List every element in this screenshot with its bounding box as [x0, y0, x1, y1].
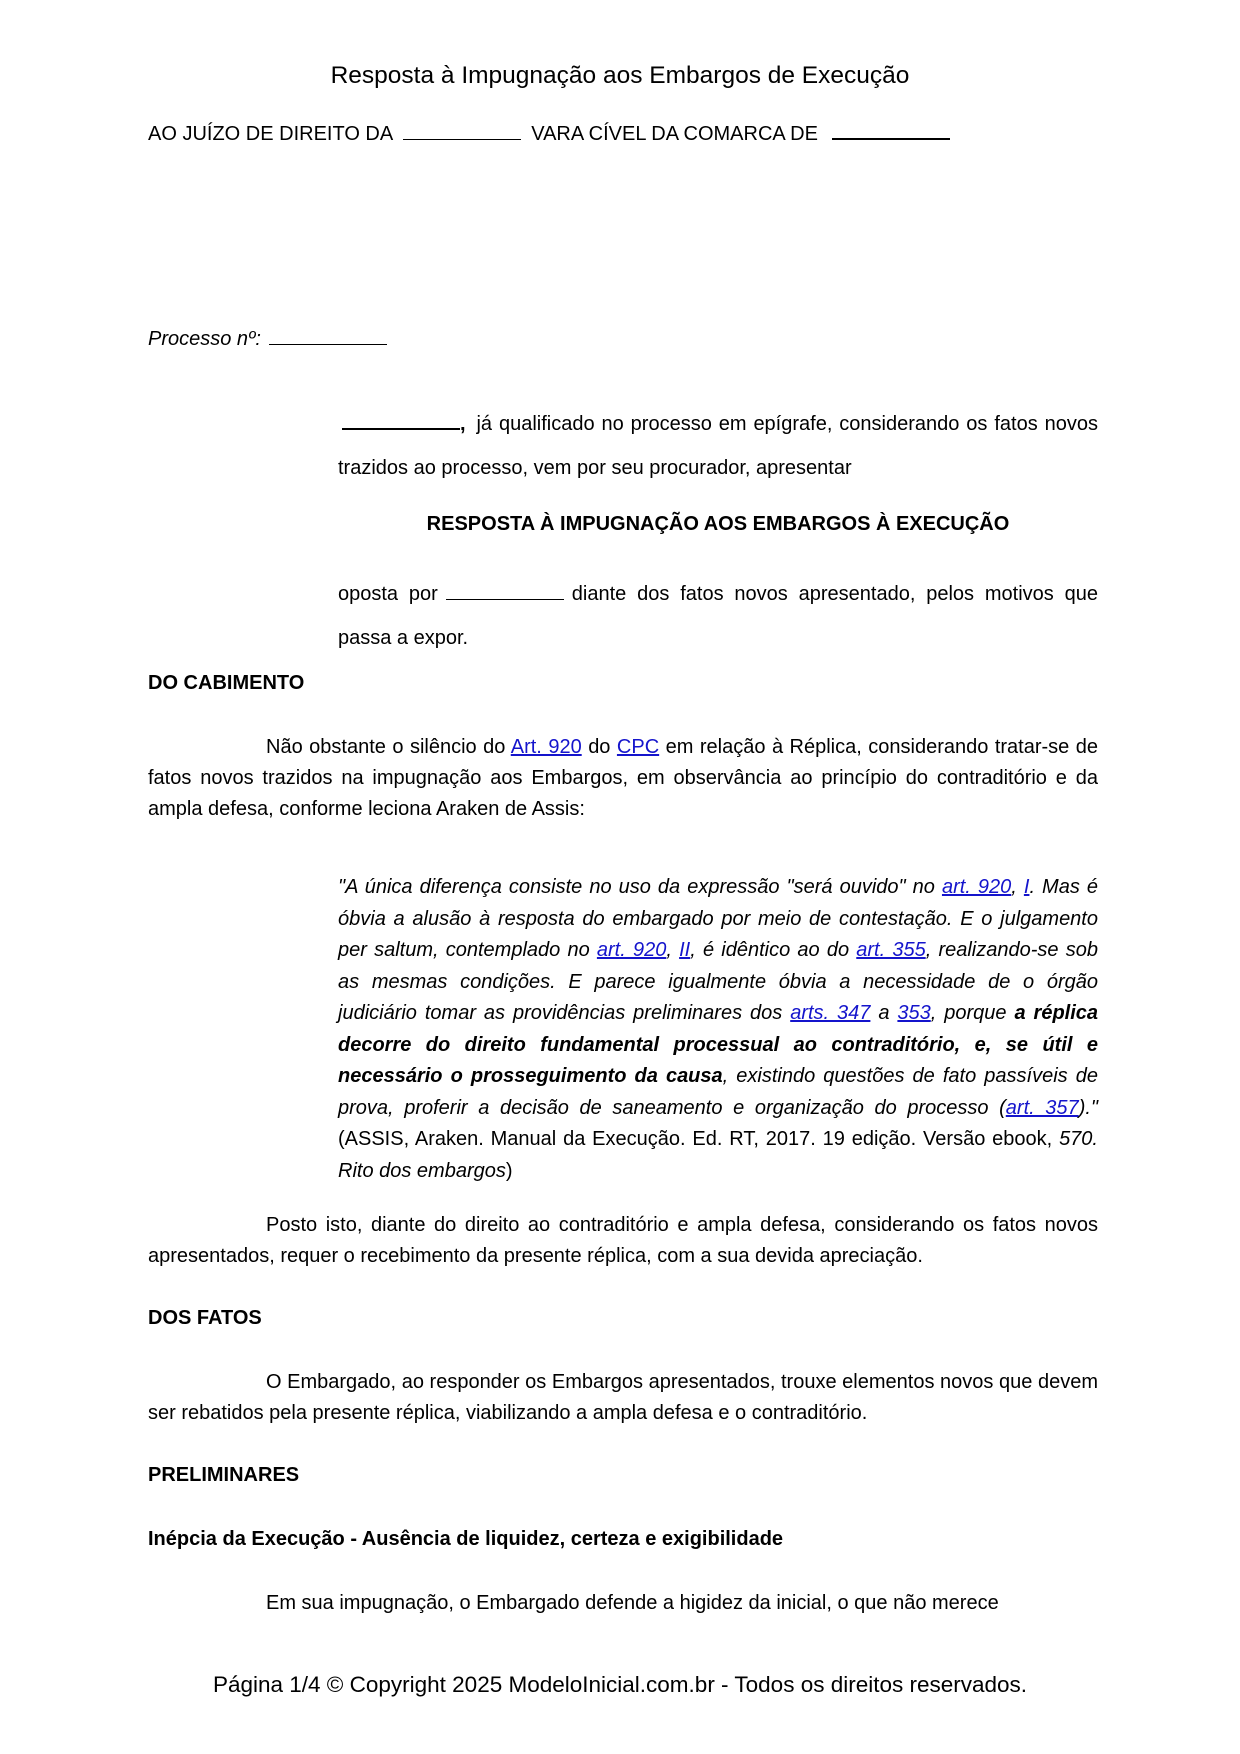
- link-art-353[interactable]: 353: [897, 1002, 931, 1024]
- document-title: Resposta à Impugnação aos Embargos de Execução: [330, 62, 910, 89]
- quote-sep-2: ,: [666, 939, 672, 961]
- link-art-355[interactable]: art. 355: [856, 939, 926, 961]
- link-art-357[interactable]: art. 357: [1005, 1096, 1079, 1119]
- petition-title: RESPOSTA À IMPUGNAÇÃO AOS EMBARGOS À EXECUÇÃO: [426, 513, 1010, 535]
- quote-text-5: a: [878, 1002, 890, 1024]
- link-art-920[interactable]: Art. 920: [510, 736, 582, 758]
- court-address-line: [148, 123, 960, 146]
- process-number-blank: [269, 332, 387, 345]
- process-number-label: Processo nº:: [148, 328, 261, 350]
- quote-text-1: "A única diferença consiste no uso da expressão "será ouvido" no: [338, 876, 935, 898]
- oposta-before: oposta por: [338, 583, 438, 605]
- section-heading-preliminares: PRELIMINARES: [148, 1464, 300, 1486]
- vara-blank: [403, 125, 521, 140]
- link-arts-347[interactable]: arts. 347: [790, 1002, 871, 1024]
- intro-paragraph: [338, 402, 1098, 490]
- quote-sep-1: ,: [1011, 876, 1017, 898]
- section-heading-cabimento: DO CABIMENTO: [148, 672, 305, 694]
- cabimento-text-conclusion: Posto isto, diante do direito ao contraditório e ampla defesa, considerando os fatos novos apresentados, requer o recebimento da presente réplica, com a sua devida apreciação.: [148, 1214, 1098, 1267]
- intro-text: já qualificado no processo em epígrafe, considerando os fatos novos trazidos ao processo, vem por seu procurador, apresentar: [338, 413, 1098, 479]
- doctrine-quote: [338, 872, 1098, 1187]
- page-footer: Página 1/4 © Copyright 2025 ModeloInicial.com.br - Todos os direitos reservados.: [212, 1672, 1028, 1697]
- fatos-paragraph-1: [148, 1367, 1098, 1429]
- quote-reference-close: ): [505, 1159, 513, 1182]
- quote-reference-chapter: 570. Rito dos embargos: [338, 1128, 1098, 1182]
- quote-text-2: . Mas é óbvia a alusão à resposta do embargado por meio de contestação. E o julgamento per saltum, contemplado no: [338, 876, 1098, 961]
- court-address-part1: AO JUÍZO DE DIREITO DA: [148, 123, 394, 145]
- link-inciso-ii[interactable]: II: [679, 939, 691, 961]
- quote-text-4: , realizando-se sob as mesmas condições. E parece igualmente óbvia a necessidade de o órgão judiciário tomar as providências preliminares dos: [338, 939, 1098, 1024]
- link-cpc[interactable]: CPC: [616, 736, 660, 758]
- quote-text-8: ).": [1078, 1096, 1099, 1119]
- party-name-blank: [342, 414, 460, 430]
- oposta-after: diante dos fatos novos apresentado, pelos motivos que passa a expor.: [338, 583, 1098, 649]
- cabimento-text-2: do: [588, 736, 611, 758]
- fatos-text: O Embargado, ao responder os Embargos apresentados, trouxe elementos novos que devem ser rebatidos pela presente réplica, viabilizando a ampla defesa e o contraditório.: [148, 1371, 1098, 1424]
- link-art-920-ii[interactable]: art. 920: [596, 939, 667, 961]
- quote-text-7: , existindo questões de fato passíveis de prova, proferir a decisão de saneamento e organização do processo (: [338, 1065, 1098, 1119]
- court-address-part2: VARA CÍVEL DA COMARCA DE: [531, 123, 818, 145]
- process-number-line: [148, 328, 387, 351]
- cabimento-text-1: Não obstante o silêncio do: [266, 736, 506, 758]
- party-comma: ,: [460, 413, 466, 435]
- cabimento-text-3: em relação à Réplica, considerando tratar-se de fatos novos trazidos na impugnação aos Embargos, em observância ao princípio do contraditório e da ampla defesa, conforme leciona Araken de Assis:: [148, 736, 1099, 820]
- quote-text-6: , porque: [930, 1002, 1007, 1024]
- inepcia-paragraph-1: [148, 1588, 1098, 1619]
- subheading-inepcia: Inépcia da Execução - Ausência de liquidez, certeza e exigibilidade: [148, 1528, 784, 1550]
- comarca-blank: [832, 124, 950, 140]
- link-art-920-quote[interactable]: art. 920: [941, 876, 1012, 898]
- cabimento-paragraph-2: [148, 1210, 1098, 1272]
- cabimento-paragraph-1: [148, 732, 1098, 825]
- inepcia-text: Em sua impugnação, o Embargado defende a higidez da inicial, o que não merece: [266, 1592, 999, 1614]
- quote-reference: (ASSIS, Araken. Manual da Execução. Ed. RT, 2017. 19 edição. Versão ebook,: [338, 1128, 1053, 1150]
- section-heading-fatos: DOS FATOS: [148, 1307, 262, 1329]
- link-inciso-i[interactable]: I: [1023, 876, 1030, 898]
- opposing-party-blank: [446, 587, 564, 600]
- oposta-paragraph: [338, 572, 1098, 660]
- quote-text-3: , é idêntico ao do: [690, 939, 850, 961]
- quote-bold-text: a réplica decorre do direito fundamental processual ao contraditório, e, se útil e necessário o prosseguimento da causa: [338, 1002, 1099, 1087]
